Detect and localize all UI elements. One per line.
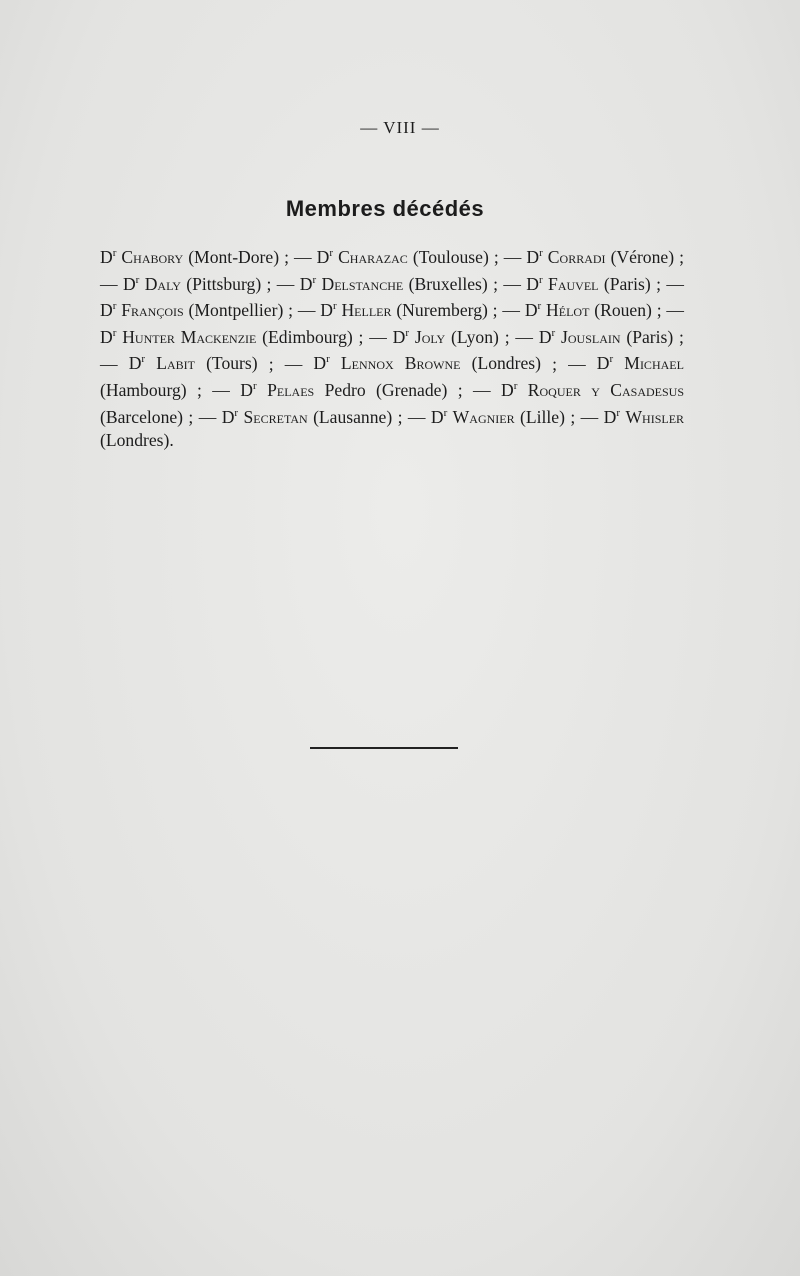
title-superscript: r [609,353,614,366]
entry-separator: ; — [257,353,314,374]
member-city: (Tours) [206,353,258,374]
title-superscript: r [443,406,448,419]
member-name: Pelaes [267,380,315,401]
member-name: Delstanche [321,273,404,294]
member-entry [129,353,258,373]
title-superscript: r [112,247,117,259]
title-superscript: r [234,406,239,419]
title-prefix: D [100,326,113,347]
entry-separator: ; — [564,406,604,427]
title-prefix: D [596,353,610,374]
section-divider [310,747,458,749]
entry-separator: ; — [447,380,501,401]
member-city: (Londres) [471,353,541,374]
title-prefix: D [128,353,142,374]
title-prefix: D [526,246,540,267]
entry-separator: ; — [261,273,300,294]
title-prefix: D [538,326,552,347]
title-prefix: D [500,380,514,401]
member-entry [100,327,353,347]
member-name: Whisler [625,406,685,427]
title-superscript: r [539,247,543,259]
title-superscript: r [253,380,257,393]
member-given-name: Pedro [324,380,366,401]
title-superscript: r [405,326,410,339]
member-name: Corradi [547,246,606,267]
member-entry [123,274,261,294]
title-prefix: D [221,406,235,427]
entry-separator: ; — [279,246,317,267]
entry-separator: ; — [100,246,684,294]
entry-separator: ; — [283,300,321,321]
entry-separator: ; — [651,300,685,321]
title-superscript: r [513,380,518,393]
member-city: (Grenade) [376,380,448,401]
title-prefix: D [526,273,540,294]
member-entry [431,407,565,427]
member-name: Heller [341,300,392,321]
member-name: Daly [144,273,181,294]
title-superscript: r [332,300,337,313]
member-entry [300,274,488,294]
title-superscript: r [112,326,117,339]
member-city: (Londres) [100,429,170,450]
member-city: (Paris) [603,273,651,294]
title-superscript: r [539,273,543,286]
title-prefix: D [100,246,113,267]
entry-separator: . [169,429,174,450]
entry-separator: ; — [183,406,222,427]
title-superscript: r [112,300,117,313]
title-prefix: D [299,273,313,294]
member-name: Jouslain [561,326,621,347]
member-city: (Rouen) [594,300,652,321]
entry-separator: ; — [488,246,527,267]
member-name: Chabory [121,246,184,267]
title-superscript: r [326,353,330,366]
member-name: François [121,300,184,321]
member-entry [320,300,488,320]
member-city: (Nuremberg) [396,300,488,321]
entry-separator: ; — [352,326,393,347]
entry-separator: ; — [540,353,597,374]
member-city: (Edimbourg) [262,326,353,347]
entry-separator: ; — [650,273,684,294]
deceased-members-list [100,242,684,451]
title-superscript: r [537,300,542,313]
member-entry [222,407,393,427]
member-name: Fauvel [548,273,599,294]
member-city: (Mont-Dore) [188,246,280,267]
title-prefix: D [430,406,444,427]
member-name: Labit [156,353,195,374]
title-prefix: D [313,353,327,374]
member-city: (Hambourg) [100,380,187,401]
member-entry [393,327,499,347]
title-superscript: r [141,353,146,366]
title-superscript: r [312,273,317,286]
title-superscript: r [616,406,621,419]
member-name: Michael [624,353,684,374]
member-name: Charazac [338,246,408,267]
entry-separator: ; — [100,326,684,374]
member-city: (Bruxelles) [408,273,488,294]
title-prefix: D [392,326,406,347]
member-city: (Vérone) [610,246,675,267]
member-name: Hunter Mackenzie [122,326,257,347]
section-title: Membres décédés [285,196,485,221]
entry-separator: ; — [487,273,527,294]
entry-separator: ; — [392,406,431,427]
member-entry [240,380,447,400]
member-name: Secretan [243,406,308,427]
member-name: Lennox Browne [340,353,461,374]
title-prefix: D [320,300,333,321]
page-number: — VIII — [360,118,440,137]
entry-separator: ; — [186,380,241,401]
title-prefix: D [122,273,136,294]
title-prefix: D [316,246,330,267]
member-city: (Pittsburg) [186,273,262,294]
member-city: (Lausanne) [313,406,393,427]
title-prefix: D [240,380,254,401]
title-prefix: D [603,406,617,427]
member-city: (Montpellier) [188,300,284,321]
member-entry [525,300,652,320]
member-name: Hélot [546,300,590,321]
member-city: (Toulouse) [412,246,489,267]
member-entry [100,300,283,320]
member-entry [100,247,279,267]
member-entry [526,274,650,294]
member-entry [317,247,489,267]
title-superscript: r [551,326,556,339]
entry-separator: ; — [487,300,525,321]
member-name: Wagnier [452,406,515,427]
member-city: (Lille) [520,406,565,427]
member-entry [539,327,673,347]
member-city: (Lyon) [451,326,499,347]
entry-separator: ; — [498,326,539,347]
title-prefix: D [524,300,538,321]
title-superscript: r [329,247,334,259]
member-name: Roquer y Casadesus [527,380,685,401]
title-prefix: D [100,300,113,321]
member-entry [313,353,541,373]
member-name: Joly [414,326,446,347]
member-city: (Paris) [626,326,674,347]
title-superscript: r [135,273,140,286]
member-entry [526,247,674,267]
member-city: (Barcelone) [100,406,184,427]
